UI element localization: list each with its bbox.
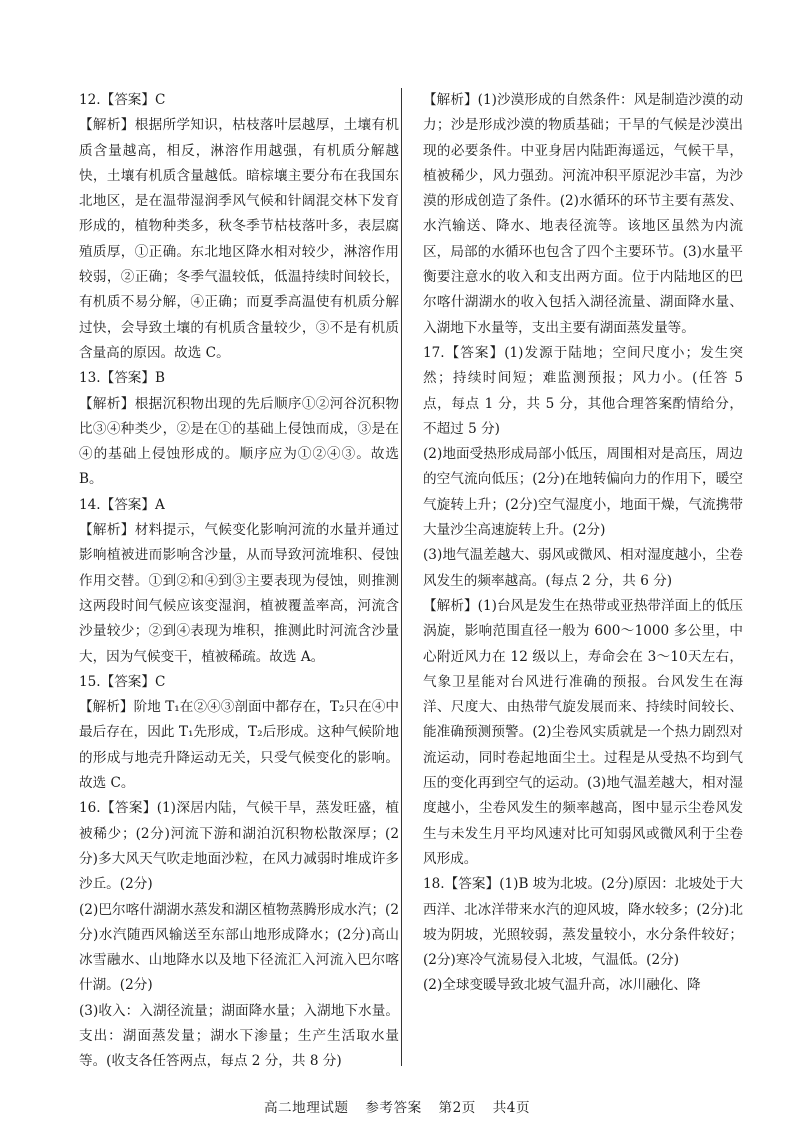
q16-answer-part1: 16.【答案】(1)深居内陆，气候干旱，蒸发旺盛，植被稀少；(2分)河流下游和湖泊沉积物松散深厚；(2分)多大风天气吹走地面沙粒，在风力减弱时堆成许多沙丘。(2分): [79, 800, 399, 893]
q17-analysis: 【解析】(1)台风是发生在热带或亚热带洋面上的低压涡旋，影响范围直径一般为 600～1000 多公里，中心附近风力在 12 级以上，寿命会在 3～10天左右，气象卫星能对台风进行准确的预报。台风发生在海洋、尺度大、由热带气旋发展而来、持续时间较长、能准确预测预警。(2)尘卷风实质就是一个热力剧烈对流运动，同时卷起地面尘土。过程是从受热不均到气压的变化再到空气的运动。(3)地气温差越大，相对湿度越小，尘卷风发生的频率越高，图中显示尘卷风发生与未发生月平均风速对比可知弱风或微风利于尘卷风形成。: [423, 597, 743, 867]
footer-page-number: 第2页: [438, 1100, 476, 1116]
q15-analysis: 【解析】阶地 T₁在②④③剖面中都存在，T₂只在④中最后存在，因此 T₁先形成，T₂后形成。这种气候阶地的形成与地壳升降运动无关，只受气候变化的影响。故选 C。: [79, 699, 399, 792]
q16-answer-part2: (2)巴尔喀什湖湖水蒸发和湖区植物蒸腾形成水汽；(2分)水汽随西风输送至东部山地形成降水；(2分)高山冰雪融水、山地降水以及地下径流汇入河流入巴尔喀什湖。(2分): [79, 901, 399, 994]
footer-total-pages: 共4页: [492, 1100, 531, 1116]
q17-answer-part3: (3)地气温差越大、弱风或微风、相对湿度越小，尘卷风发生的频率越高。(每点 2 分，共 6 分): [423, 547, 743, 589]
q16-answer-part3: (3)收入：入湖径流量；湖面降水量；入湖地下水量。支出：湖面蒸发量；湖水下渗量；生产生活取水量等。(收支各任答两点，每点 2 分，共 8 分): [79, 1002, 399, 1070]
q18-answer-part1: 18.【答案】(1)B 坡为北坡。(2分)原因：北坡处于大西洋、北冰洋带来水汽的迎风坡，降水较多；(2分)北坡为阴坡，光照较弱，蒸发量较小，水分条件较好；(2分)寒冷气流易侵入北坡，气温低。(2分): [423, 876, 743, 969]
left-column: [79, 88, 399, 1075]
q17-answer-part1: 17.【答案】(1)发源于陆地；空间尺度小；发生突然；持续时间短；难监测预报；风力小。(任答 5 点，每点 1 分，共 5 分，其他合理答案酌情给分，不超过 5 分): [423, 344, 743, 437]
column-divider: [401, 88, 402, 1066]
q17-answer-part2: (2)地面受热形成局部小低压，周围相对是高压，周边的空气流向低压；(2分)在地转偏向力的作用下，暖空气旋转上升；(2分)空气湿度小，地面干燥，气流携带大量沙尘高速旋转上升。(2分): [423, 446, 743, 539]
q13-analysis: 【解析】根据沉积物出现的先后顺序①②河谷沉积物比③④种类少，②是在①的基础上侵蚀而成，③是在④的基础上侵蚀形成的。顺序应为①②④③。故选 B。: [79, 395, 399, 488]
q18-answer-part2: (2)全球变暖导致北坡气温升高，冰川融化、降: [423, 977, 701, 994]
q15-answer: 15.【答案】C: [79, 673, 166, 690]
q14-analysis: 【解析】材料提示，气候变化影响河流的水量并通过影响植被进而影响含沙量，从而导致河流堆积、侵蚀作用交替。①到②和④到③主要表现为侵蚀，则推测这两段时间气候应该变湿润，植被覆盖率高，河流含沙量较少；②到④表现为堆积，推测此时河流含沙量大，因为气候变干，植被稀疏。故选 A。: [79, 522, 399, 665]
page-footer: [0, 1096, 794, 1116]
footer-subject: 高二地理试题: [263, 1100, 349, 1116]
q13-answer: 13.【答案】B: [79, 370, 165, 387]
right-column: [423, 88, 743, 999]
q16-analysis: 【解析】(1)沙漠形成的自然条件：风是制造沙漠的动力；沙是形成沙漠的物质基础；干旱的气候是沙漠出现的必要条件。中亚身居内陆距海遥远，气候干旱，植被稀少，风力强劲。河流冲积平原泥沙丰富，为沙漠的形成创造了条件。(2)水循环的环节主要有蒸发、水汽输送、降水、地表径流等。该地区虽然为内流区，局部的水循环也包含了四个主要环节。(3)水量平衡要注意水的收入和支出两方面。位于内陆地区的巴尔喀什湖湖水的收入包括入湖径流量、湖面降水量、入湖地下水量等，支出主要有湖面蒸发量等。: [423, 92, 743, 336]
q12-answer: 12.【答案】C: [79, 92, 166, 108]
footer-kind: 参考答案: [365, 1100, 422, 1116]
q14-answer: 14.【答案】A: [79, 496, 165, 513]
q12-analysis: 【解析】根据所学知识，枯枝落叶层越厚，土壤有机质含量越高，相反，淋溶作用越强，有机质分解越快，土壤有机质含量越低。暗棕壤主要分布在我国东北地区，是在温带湿润季风气候和针阔混交林下发育形成的，植物种类多，秋冬季节枯枝落叶多，表层腐殖质厚，①正确。东北地区降水相对较少，淋溶作用较弱，②正确；冬季气温较低，低温持续时间较长，有机质不易分解，④正确；而夏季高温使有机质分解过快，会导致土壤的有机质含量较少，③不是有机质含量高的原因。故选 C。: [79, 117, 399, 361]
